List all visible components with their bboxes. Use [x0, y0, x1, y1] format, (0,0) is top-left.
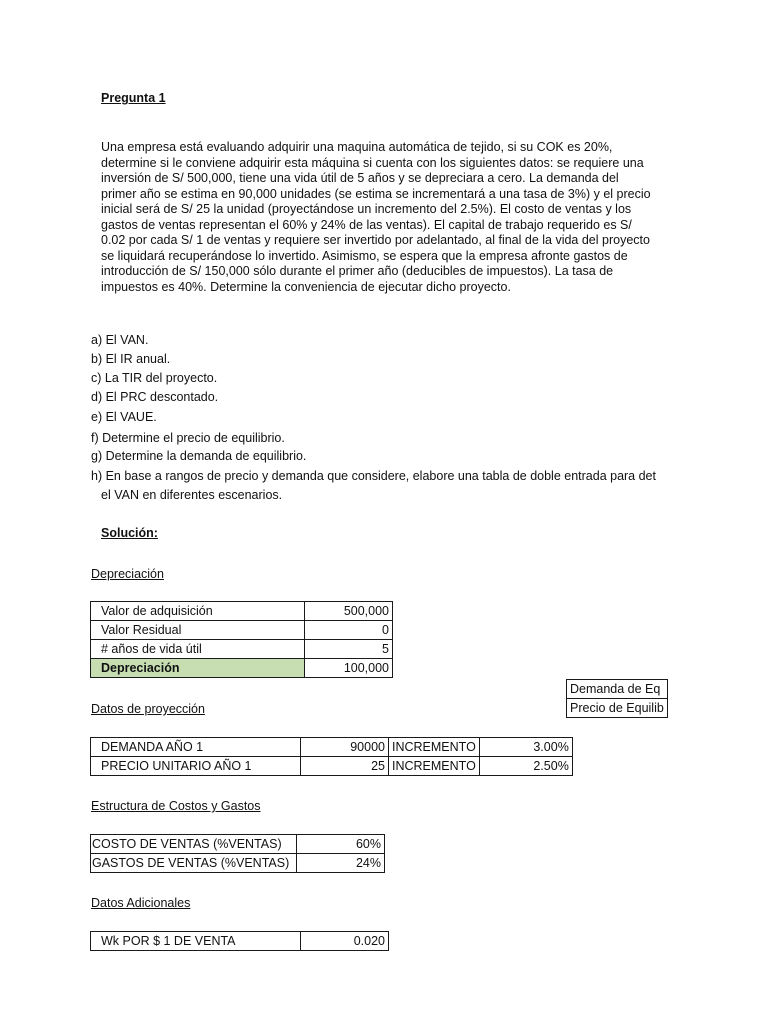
proyeccion-table: [90, 737, 573, 776]
cell-label: Demanda de Eq: [567, 680, 668, 699]
question-d: d) El PRC descontado.: [91, 390, 219, 404]
table-row: [91, 932, 389, 951]
question-c: c) La TIR del proyecto.: [91, 371, 218, 385]
cell-value: 24%: [297, 854, 385, 873]
table-row: [91, 854, 385, 873]
table-row: [91, 659, 393, 678]
adicionales-heading: Datos Adicionales: [91, 896, 191, 910]
adicionales-table: [90, 931, 389, 951]
question-b: b) El IR anual.: [91, 352, 171, 366]
question-g: g) Determine la demanda de equilibrio.: [91, 449, 307, 463]
depreciacion-table: [90, 601, 393, 678]
table-row: [567, 699, 668, 718]
equilibrio-table: [566, 679, 668, 718]
cell-label: DEMANDA AÑO 1: [91, 738, 301, 757]
cell-label: Precio de Equilib: [567, 699, 668, 718]
question-a: a) El VAN.: [91, 333, 149, 347]
cell-value: 5: [305, 640, 393, 659]
cell-value: 25: [301, 757, 389, 776]
table-row: [567, 680, 668, 699]
question-e: e) El VAUE.: [91, 410, 157, 424]
cell-inc-value: 3.00%: [479, 738, 572, 757]
costos-heading: Estructura de Costos y Gastos: [91, 799, 261, 813]
cell-label: PRECIO UNITARIO AÑO 1: [91, 757, 301, 776]
question-f: f) Determine el precio de equilibrio.: [91, 431, 285, 445]
cell-inc-label: INCREMENTO: [389, 757, 480, 776]
cell-inc-value: 2.50%: [479, 757, 572, 776]
table-row: [91, 640, 393, 659]
cell-value: 60%: [297, 835, 385, 854]
problem-statement: Una empresa está evaluando adquirir una maquina automática de tejido, si su COK es 20%, determine si le conviene adquirir esta máquina si cuenta con los siguientes datos: se requiere una inversión de S/ 500,000, tiene una vida útil de 5 años y se depreciara a cero. La demanda del primer año se estima en 90,000 unidades (se estima se incrementará a una tasa de 3%) y el precio inicial será de S/ 25 la unidad (proyectándose un incremento del 2.5%). El costo de ventas y los gastos de ventas representan el 60% y 24% de las ventas). El capital de trabajo requerido es S/ 0.02 por cada S/ 1 de ventas y requiere ser invertido por adelantado, al final de la vida del proyecto se liquidará recuperándose lo invertido. Asimismo, se espera que la empresa afronte gastos de introducción de S/ 150,000 sólo durante el primer año (deducibles de impuestos). La tasa de impuestos es 40%. Determine la conveniencia de ejecutar dicho proyecto.: [101, 140, 651, 294]
question-title: Pregunta 1: [101, 91, 166, 105]
table-row: [91, 621, 393, 640]
cell-label: # años de vida útil: [91, 640, 305, 659]
cell-label: COSTO DE VENTAS (%VENTAS): [91, 835, 297, 854]
cell-value: 100,000: [305, 659, 393, 678]
cell-value: 0.020: [301, 932, 389, 951]
question-h-continuation: el VAN en diferentes escenarios.: [101, 488, 283, 502]
cell-label: Wk POR $ 1 DE VENTA: [91, 932, 301, 951]
depreciacion-heading: Depreciación: [91, 567, 164, 581]
solution-heading: Solución:: [101, 526, 158, 540]
cell-label: Valor Residual: [91, 621, 305, 640]
cell-value: 0: [305, 621, 393, 640]
proyeccion-heading: Datos de proyección: [91, 702, 205, 716]
question-h: h) En base a rangos de precio y demanda que considere, elabore una tabla de doble entrada para det: [91, 469, 656, 483]
table-row: [91, 602, 393, 621]
cell-label: Valor de adquisición: [91, 602, 305, 621]
table-row: [91, 835, 385, 854]
costos-table: [90, 834, 385, 873]
table-row: [91, 738, 573, 757]
cell-value: 90000: [301, 738, 389, 757]
cell-label: GASTOS DE VENTAS (%VENTAS): [91, 854, 297, 873]
table-row: [91, 757, 573, 776]
cell-label-highlighted: Depreciación: [91, 659, 305, 678]
cell-inc-label: INCREMENTO: [389, 738, 480, 757]
cell-value: 500,000: [305, 602, 393, 621]
